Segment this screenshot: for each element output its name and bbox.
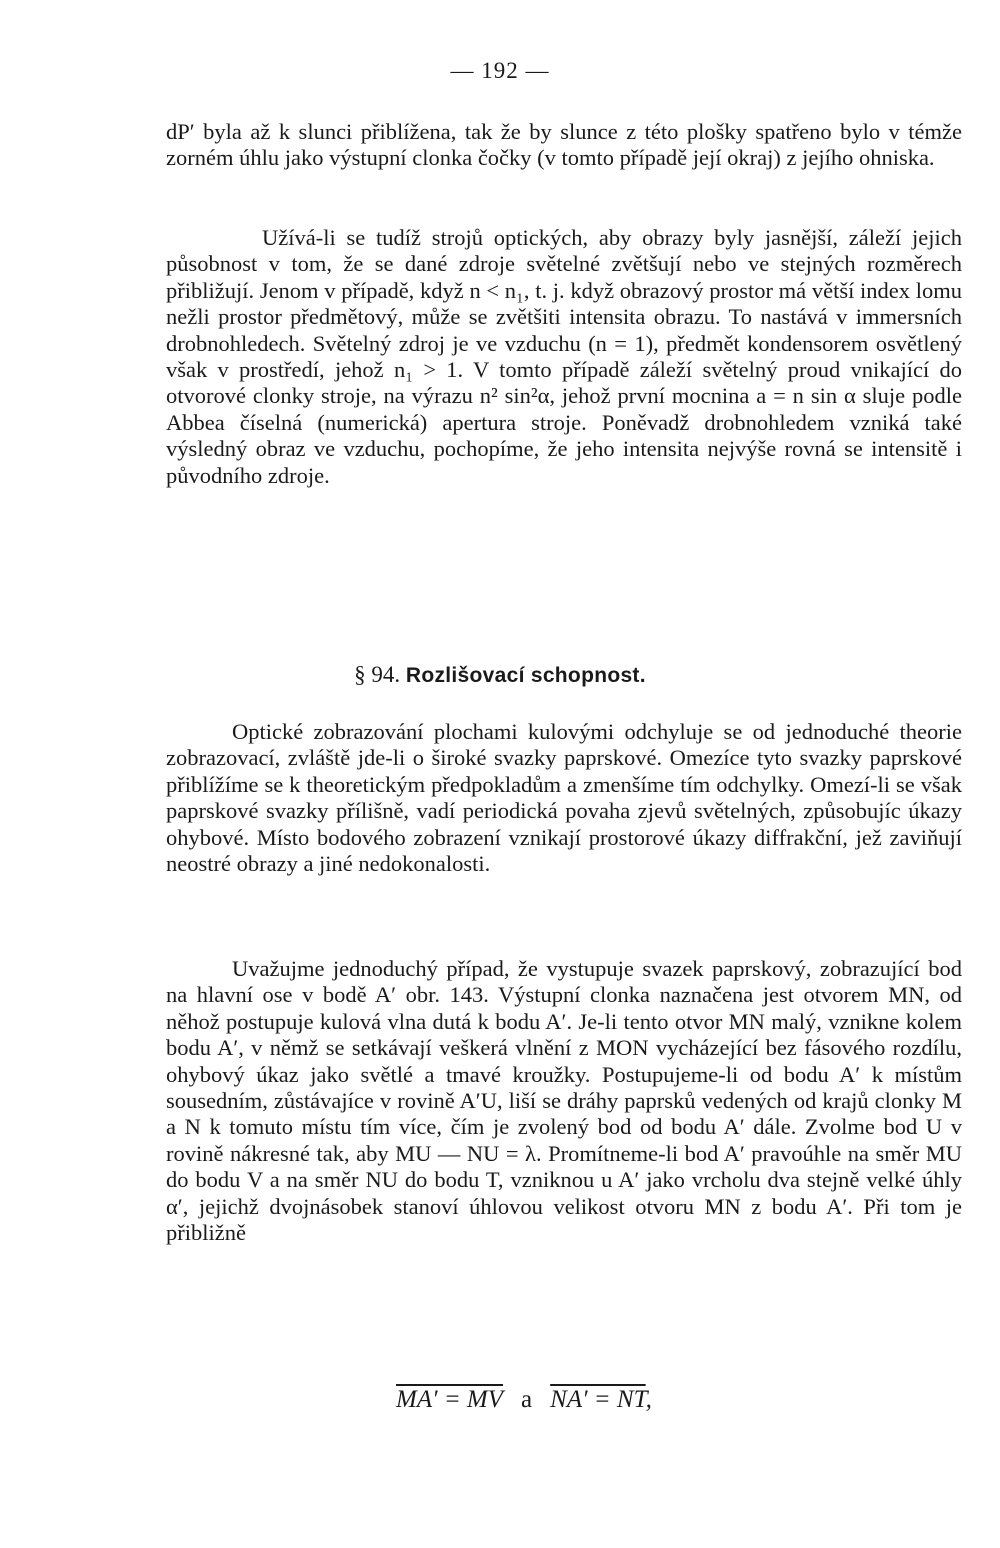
equation-term-na: NA′ = NT [550,1386,646,1413]
paragraph-spherical-aberration: Optické zobrazování plochami kulovými odchyluje se od jednoduché theorie zobrazovací, zvláště jde-li o široké svazky paprskové. Omezíce tyto svazky paprskové přiblížíme se k theoretickým předpokladům a zmenšíme tím odchylky. Omezí-li se však paprskové svazky přílišně, vadí periodická povaha zjevů světelných, způsobujíc úkazy ohybové. Místo bodového zobrazení vznikají prostorové úkazy diffrakční, jež zaviňují neostré obrazy a jiné nedokonalosti. [166,719,962,877]
equation-end: , [645,1386,652,1413]
equation-conjunction: a [521,1386,533,1413]
paragraph-optical-instruments: Užívá-li se tudíž strojů optických, aby obrazy byly jasnější, záleží jejich působnost v tom, že se dané zdroje světelné zvětšují nebo ve stejných rozměrech přibližují. Jenom v případě, když n < n₁, t. j. když obrazový prostor má větší index lomu nežli prostor předmětový, může se zvětšiti intensita obrazu. To nastává v immersních drobnohledech. Světelný zdroj je ve vzduchu (n = 1), předmět kondensorem osvětlený však v prostředí, jehož n₁ > 1. V tomto případě záleží světelný proud vnikající do otvorové clonky stroje, na výrazu n² sin²α, jehož první mocnina a = n sin α sluje podle Abbea číselná (numerická) apertura stroje. Poněvadž drobnohledem vzniká také výsledný obraz ve vzduchu, pochopíme, že jeho intensita nejvýše rovná se intensitě i původního zdroje. [166,225,962,488]
equation-term-ma: MA′ = MV [396,1386,504,1413]
section-heading [0,662,1000,688]
equation-approximation [396,1386,652,1414]
paragraph-continuation: dP′ byla až k slunci přiblížena, tak že by slunce z této plošky spatřeno bylo v témže zorném úhlu jako výstupní clonka čočky (v tomto případě její okraj) z jejího ohniska. [166,119,962,171]
section-title: Rozlišovací schopnost. [405,664,646,687]
paragraph-diffraction-case: Uvažujme jednoduchý případ, že vystupuje svazek paprskový, zobrazující bod na hlavní ose v bodě A′ obr. 143. Výstupní clonka naznačena jest otvorem MN, od něhož postupuje kulová vlna dutá k bodu A′. Je-li tento otvor MN malý, vznikne kolem bodu A′, v němž se setkávají veškerá vlnění z MON vycházející bez fásového rozdílu, ohybový úkaz jako světlé a tmavé kroužky. Postupujeme-li od bodu A′ k místům sousedním, zůstávajíce v rovině A′U, liší se dráhy paprsků vedených od krajů clonky M a N k tomuto místu tím více, čím je zvolený bod od bodu A′ dále. Zvolme bod U v rovině nákresné tak, aby MU — NU = λ. Promítneme-li bod A′ pravoúhle na směr MU do bodu V a na směr NU do bodu T, vzniknou u A′ jako vrcholu dva stejně velké úhly α′, jejichž dvojnásobek stanoví úhlovou velikost otvoru MN z bodu A′. Při tom je přibližně [166,956,962,1246]
section-number: § 94. [354,662,401,687]
page-number: — 192 — [450,58,550,83]
